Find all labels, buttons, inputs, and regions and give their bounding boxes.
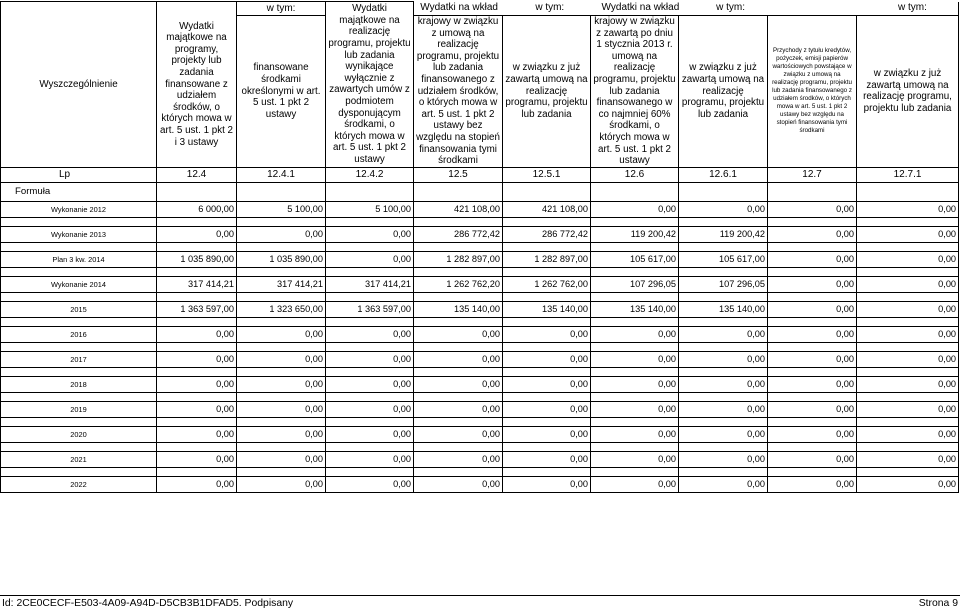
value-cell: 0,00	[591, 451, 679, 467]
header-wtym-12-6-1: w tym:	[716, 2, 746, 14]
value-cell: 0,00	[157, 451, 237, 467]
value-cell: 5 100,00	[326, 201, 414, 217]
value-cell: 1 363 597,00	[157, 301, 237, 317]
value-cell: 0,00	[857, 226, 959, 242]
lp-code: 12.7	[768, 167, 857, 182]
spacer-row	[1, 342, 959, 351]
value-cell: 0,00	[768, 451, 857, 467]
value-cell: 0,00	[857, 201, 959, 217]
value-cell: 119 200,42	[591, 226, 679, 242]
value-cell: 286 772,42	[503, 226, 591, 242]
value-cell: 0,00	[857, 401, 959, 417]
value-cell: 0,00	[157, 401, 237, 417]
value-cell: 0,00	[157, 326, 237, 342]
value-cell: 0,00	[237, 326, 326, 342]
value-cell: 0,00	[768, 476, 857, 492]
value-cell: 0,00	[414, 351, 503, 367]
value-cell: 0,00	[857, 251, 959, 267]
value-cell: 421 108,00	[503, 201, 591, 217]
header-12-7: Przychody z tytułu kredytów, pożyczek, emisji papierów wartościowych powstające w związku z umową na realizację programu, projektu lub zadania finansowanego z udziałem środków, o których mowa w art. 5 ust. 1 pkt 2 ustawy bez względu na stopień finansowania tymi środkami	[768, 16, 857, 168]
row-label: 2018	[1, 376, 157, 392]
value-cell: 317 414,21	[237, 276, 326, 292]
table-row	[1, 201, 959, 217]
page-number: Strona 9	[918, 598, 958, 609]
value-cell: 0,00	[326, 376, 414, 392]
value-cell: 0,00	[237, 376, 326, 392]
value-cell: 0,00	[414, 451, 503, 467]
value-cell: 0,00	[768, 326, 857, 342]
spacer-row	[1, 392, 959, 401]
lp-code: 12.4	[157, 167, 237, 182]
header-wklad-label-2: Wydatki na wkład	[601, 2, 680, 14]
row-label: 2015	[1, 301, 157, 317]
header-wtym-12-5-1b: w tym:	[535, 2, 565, 14]
value-cell: 0,00	[679, 326, 768, 342]
value-cell: 0,00	[414, 326, 503, 342]
value-cell: 0,00	[157, 426, 237, 442]
value-cell: 1 035 890,00	[157, 251, 237, 267]
value-cell: 0,00	[503, 401, 591, 417]
lp-code: 12.6	[591, 167, 679, 182]
value-cell: 0,00	[503, 376, 591, 392]
value-cell: 0,00	[591, 376, 679, 392]
table-row	[1, 226, 959, 242]
row-label: Wykonanie 2013	[1, 226, 157, 242]
row-label: Wykonanie 2014	[1, 276, 157, 292]
value-cell: 0,00	[768, 426, 857, 442]
value-cell: 0,00	[857, 426, 959, 442]
value-cell: 0,00	[157, 351, 237, 367]
value-cell: 317 414,21	[326, 276, 414, 292]
value-cell: 107 296,05	[591, 276, 679, 292]
header-szczegolnienie: Wyszczególnienie	[1, 2, 157, 168]
value-cell: 0,00	[237, 351, 326, 367]
value-cell: 0,00	[591, 351, 679, 367]
table-row	[1, 451, 959, 467]
value-cell: 1 282 897,00	[503, 251, 591, 267]
value-cell: 1 035 890,00	[237, 251, 326, 267]
table-row	[1, 476, 959, 492]
table-row	[1, 326, 959, 342]
header-12-4: Wydatki majątkowe na programy, projekty lub zadania finansowane z udziałem środków, o których mowa w art. 5 ust. 1 pkt 2 i 3 ustawy	[157, 2, 237, 168]
value-cell: 0,00	[326, 451, 414, 467]
value-cell: 0,00	[237, 451, 326, 467]
lp-code: 12.5	[414, 167, 503, 182]
table-row	[1, 251, 959, 267]
spacer-row	[1, 317, 959, 326]
row-label: Wykonanie 2012	[1, 201, 157, 217]
value-cell: 0,00	[503, 476, 591, 492]
value-cell: 0,00	[679, 201, 768, 217]
value-cell: 0,00	[679, 426, 768, 442]
value-cell: 317 414,21	[157, 276, 237, 292]
header-12-5-1: w związku z już zawartą umową na realizację programu, projektu lub zadania	[503, 16, 591, 168]
value-cell: 0,00	[503, 426, 591, 442]
lp-row	[1, 167, 959, 182]
value-cell: 0,00	[326, 476, 414, 492]
value-cell: 1 363 597,00	[326, 301, 414, 317]
spacer-row	[1, 217, 959, 226]
value-cell: 0,00	[679, 351, 768, 367]
header-upper-span	[414, 2, 959, 16]
row-label: 2017	[1, 351, 157, 367]
spacer-row	[1, 242, 959, 251]
table-row	[1, 301, 959, 317]
value-cell: 286 772,42	[414, 226, 503, 242]
row-label: 2021	[1, 451, 157, 467]
table-row	[1, 401, 959, 417]
value-cell: 0,00	[679, 376, 768, 392]
value-cell: 0,00	[157, 226, 237, 242]
value-cell: 0,00	[768, 401, 857, 417]
value-cell: 0,00	[679, 401, 768, 417]
value-cell: 0,00	[414, 476, 503, 492]
lp-code: 12.4.1	[237, 167, 326, 182]
value-cell: 5 100,00	[237, 201, 326, 217]
value-cell: 105 617,00	[679, 251, 768, 267]
value-cell: 0,00	[326, 326, 414, 342]
spacer-row	[1, 442, 959, 451]
value-cell: 1 262 762,00	[503, 276, 591, 292]
value-cell: 1 282 897,00	[414, 251, 503, 267]
value-cell: 6 000,00	[157, 201, 237, 217]
value-cell: 0,00	[591, 201, 679, 217]
row-label: 2016	[1, 326, 157, 342]
value-cell: 0,00	[157, 376, 237, 392]
lp-code: 12.7.1	[857, 167, 959, 182]
header-wtym-12-4-1: w tym:	[237, 2, 326, 16]
table-row	[1, 376, 959, 392]
value-cell: 0,00	[414, 426, 503, 442]
value-cell: 0,00	[768, 251, 857, 267]
value-cell: 0,00	[679, 476, 768, 492]
header-12-4-1: finansowane środkami określonymi w art. 5 ust. 1 pkt 2 ustawy	[237, 16, 326, 168]
value-cell: 105 617,00	[591, 251, 679, 267]
value-cell: 0,00	[157, 476, 237, 492]
spacer-row	[1, 417, 959, 426]
value-cell: 0,00	[768, 201, 857, 217]
lp-code: 12.5.1	[503, 167, 591, 182]
header-12-6-1: w związku z już zawartą umową na realizację programu, projektu lub zadania	[679, 16, 768, 168]
header-12-6: krajowy w związku z zawartą po dniu 1 stycznia 2013 r. umową na realizację programu, projektu lub zadania finansowanego w co najmniej 60% środkami, o których mowa w art. 5 ust. 1 pkt 2 ustawy	[591, 16, 679, 168]
value-cell: 0,00	[326, 351, 414, 367]
value-cell: 0,00	[237, 426, 326, 442]
spacer-row	[1, 467, 959, 476]
row-label: 2020	[1, 426, 157, 442]
table-row	[1, 351, 959, 367]
value-cell: 1 323 650,00	[237, 301, 326, 317]
value-cell: 107 296,05	[679, 276, 768, 292]
value-cell: 135 140,00	[414, 301, 503, 317]
value-cell: 135 140,00	[591, 301, 679, 317]
value-cell: 0,00	[679, 451, 768, 467]
value-cell: 0,00	[857, 451, 959, 467]
spacer-row	[1, 367, 959, 376]
value-cell: 0,00	[237, 226, 326, 242]
value-cell: 0,00	[591, 426, 679, 442]
value-cell: 0,00	[591, 401, 679, 417]
value-cell: 0,00	[591, 326, 679, 342]
value-cell: 135 140,00	[679, 301, 768, 317]
value-cell: 0,00	[857, 351, 959, 367]
value-cell: 0,00	[503, 326, 591, 342]
lp-code: 12.6.1	[679, 167, 768, 182]
lp-code: 12.4.2	[326, 167, 414, 182]
value-cell: 0,00	[326, 226, 414, 242]
header-12-5: krajowy w związku z umową na realizację programu, projektu lub zadania finansowanego z udziałem środków, o których mowa w art. 5 ust. 1 pkt 2 ustawy bez względu na stopień finansowania tymi środkami	[414, 16, 503, 168]
value-cell: 0,00	[237, 476, 326, 492]
row-label: 2019	[1, 401, 157, 417]
value-cell: 0,00	[857, 476, 959, 492]
value-cell: 0,00	[768, 276, 857, 292]
header-wklad-label: Wydatki na wkład	[420, 2, 498, 14]
value-cell: 0,00	[768, 226, 857, 242]
header-wtym-12-7-1: w tym:	[897, 2, 927, 14]
spacer-row	[1, 292, 959, 301]
spacer-row	[1, 267, 959, 276]
value-cell: 0,00	[857, 376, 959, 392]
value-cell: 421 108,00	[414, 201, 503, 217]
wpf-table	[0, 1, 959, 493]
value-cell: 0,00	[857, 326, 959, 342]
value-cell: 0,00	[414, 376, 503, 392]
value-cell: 0,00	[857, 301, 959, 317]
value-cell: 0,00	[503, 351, 591, 367]
value-cell: 0,00	[414, 401, 503, 417]
page-footer	[0, 595, 960, 611]
formula-row	[1, 182, 959, 201]
value-cell: 0,00	[768, 351, 857, 367]
header-12-7-1: w związku z już zawartą umową na realizację programu, projektu lub zadania	[857, 16, 959, 168]
value-cell: 0,00	[768, 301, 857, 317]
table-row	[1, 426, 959, 442]
header-12-4-2: Wydatki majątkowe na realizację programu, projektu lub zadania wynikające wyłącznie z zawartych umów z podmiotem dysponującym środkami, o których mowa w art. 5 ust. 1 pkt 2 ustawy	[326, 2, 414, 168]
formula-label: Formuła	[1, 182, 157, 201]
table-row	[1, 276, 959, 292]
value-cell: 119 200,42	[679, 226, 768, 242]
row-label: 2022	[1, 476, 157, 492]
value-cell: 0,00	[326, 251, 414, 267]
lp-label: Lp	[1, 167, 157, 182]
value-cell: 0,00	[503, 451, 591, 467]
value-cell: 0,00	[237, 401, 326, 417]
value-cell: 0,00	[326, 401, 414, 417]
document-id: Id: 2CE0CECF-E503-4A09-A94D-D5CB3B1DFAD5. Podpisany	[2, 598, 294, 609]
value-cell: 0,00	[857, 276, 959, 292]
value-cell: 0,00	[326, 426, 414, 442]
value-cell: 0,00	[768, 376, 857, 392]
row-label: Plan 3 kw. 2014	[1, 251, 157, 267]
value-cell: 0,00	[591, 476, 679, 492]
value-cell: 135 140,00	[503, 301, 591, 317]
value-cell: 1 262 762,20	[414, 276, 503, 292]
